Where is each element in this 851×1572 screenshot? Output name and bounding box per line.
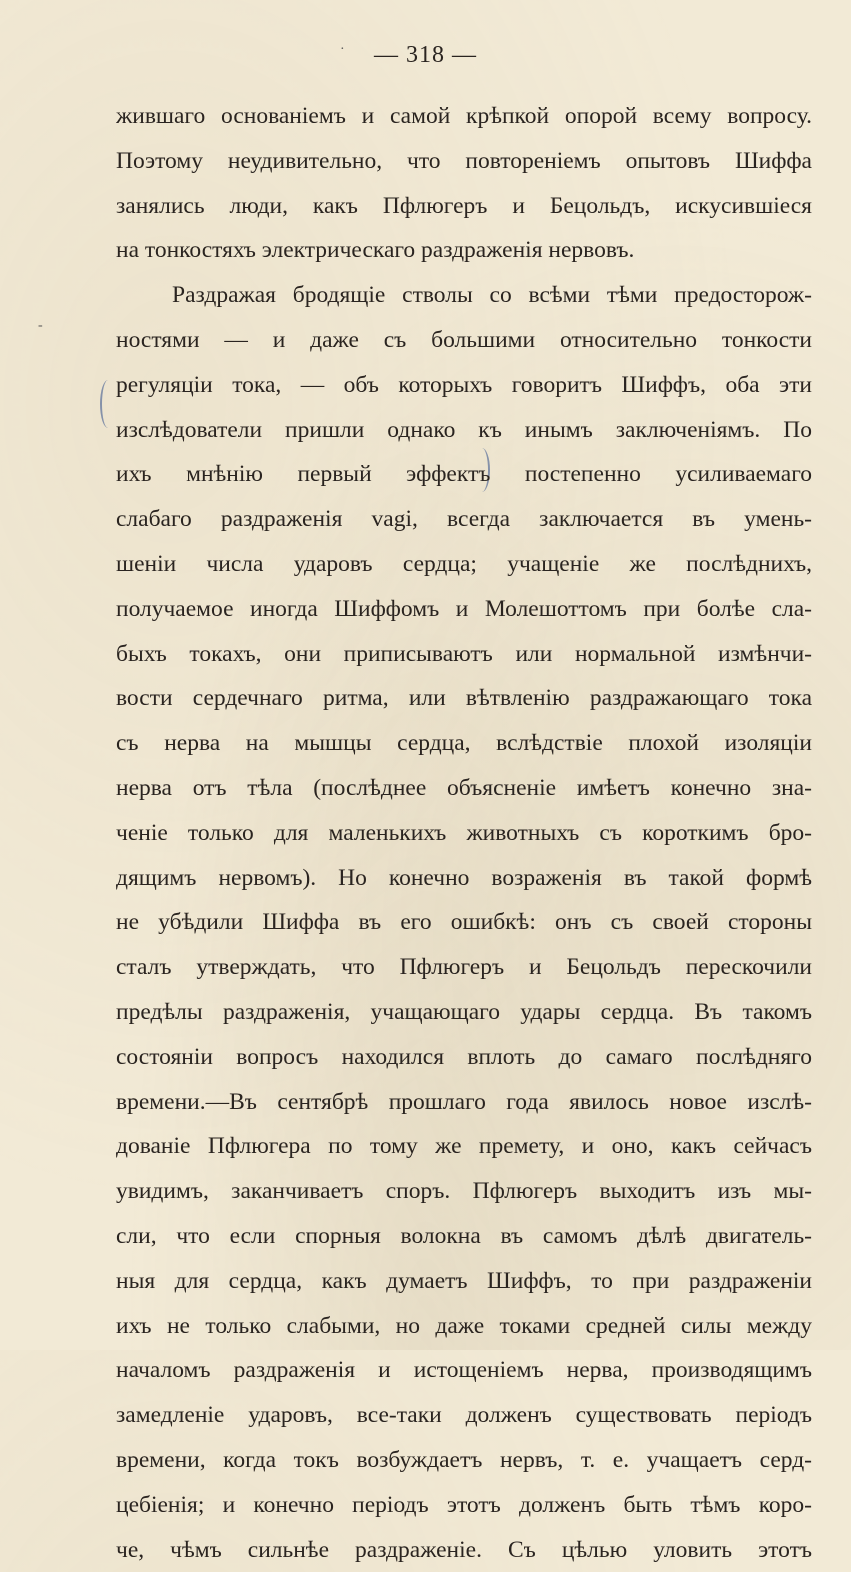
text-line: занялись люди, какъ Пфлюгеръ и Бецольдъ, искусившіеся [116,184,812,229]
text-line: предѣлы раздраженія, учащающаго удары сердца. Въ такомъ [116,990,812,1035]
body-text [116,94,812,1572]
text-line: шеніи числа ударовъ сердца; учащеніе же послѣднихъ, [116,542,812,587]
text-line: времени, когда токъ возбуждаетъ нервъ, т. е. учащаетъ серд- [116,1438,812,1483]
text-line: Поэтому неудивительно, что повтореніемъ опытовъ Шиффа [116,139,812,184]
page-number: — 318 — [0,42,851,69]
text-line: нерва отъ тѣла (послѣднее объясненіе имѣетъ конечно зна- [116,766,812,811]
text-line: изслѣдователи пришли однако къ инымъ заключеніямъ. По [116,408,812,453]
text-line: Раздражая бродящіе стволы со всѣми тѣми предосторож- [116,273,812,318]
text-line: че, чѣмъ сильнѣе раздраженіе. Съ цѣлью уловить этотъ [116,1528,812,1572]
text-line: получаемое иногда Шиффомъ и Молешоттомъ при болѣе сла- [116,587,812,632]
text-line: съ нерва на мышцы сердца, вслѣдствіе плохой изоляціи [116,721,812,766]
margin-dash-mark: ‐ [38,318,43,334]
text-line: дованіе Пфлюгера по тому же премету, и оно, какъ сейчасъ [116,1124,812,1169]
text-line: цебіенія; и конечно періодъ этотъ долженъ быть тѣмъ коро- [116,1483,812,1528]
text-line: не убѣдили Шиффа въ его ошибкѣ: онъ съ своей стороны [116,900,812,945]
text-line: увидимъ, заканчиваетъ споръ. Пфлюгеръ выходитъ изъ мы- [116,1169,812,1214]
text-line: ченіе только для маленькихъ животныхъ съ короткимъ бро- [116,811,812,856]
text-line: жившаго основаніемъ и самой крѣпкой опорой всему вопросу. [116,94,812,139]
pencil-bracket-left [100,380,116,428]
text-line: сли, что если спорныя волокна въ самомъ дѣлѣ двигатель- [116,1214,812,1259]
text-line: ихъ не только слабыми, но даже токами средней силы между [116,1304,812,1349]
text-line: вости сердечнаго ритма, или вѣтвленію раздражающаго тока [116,676,812,721]
text-line: ныя для сердца, какъ думаетъ Шиффъ, то при раздраженіи [116,1259,812,1304]
text-line: регуляціи тока, — объ которыхъ говоритъ Шиффъ, оба эти [116,363,812,408]
text-line: дящимъ нервомъ). Но конечно возраженія въ такой формѣ [116,856,812,901]
text-line: началомъ раздраженія и истощеніемъ нерва, производящимъ [116,1348,812,1393]
text-line: времени.—Въ сентябрѣ прошлаго года явилось новое изслѣ- [116,1080,812,1125]
text-line: замедленіе ударовъ, все-таки долженъ существовать періодъ [116,1393,812,1438]
text-line: на тонкостяхъ электрическаго раздраженія нервовъ. [116,228,812,273]
text-line: быхъ токахъ, они приписываютъ или нормальной измѣнчи- [116,632,812,677]
text-line: сталъ утверждать, что Пфлюгеръ и Бецольдъ перескочили [116,945,812,990]
ink-dot-mark: · [340,42,345,58]
text-line: ностями — и даже съ большими относительно тонкости [116,318,812,363]
text-line: состояніи вопросъ находился вплоть до самаго послѣдняго [116,1035,812,1080]
text-line: ихъ мнѣнію первый эффектъ постепенно усиливаемаго [116,452,812,497]
text-line: слабаго раздраженія vagi, всегда заключается въ умень- [116,497,812,542]
